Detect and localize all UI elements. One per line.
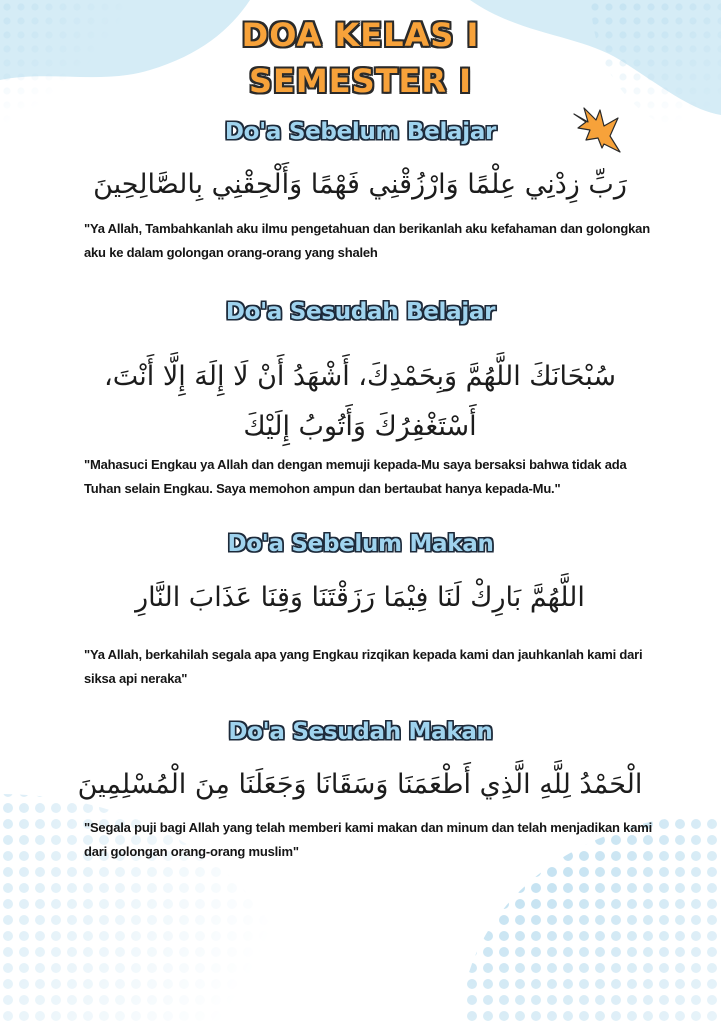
translation-sebelum-belajar: "Ya Allah, Tambahkanlah aku ilmu pengetahuan dan berikanlah aku kefahaman dan golongkan aku ke dalam golongan orang-orang yang shaleh: [84, 221, 650, 260]
translation-sesudah-makan: "Segala puji bagi Allah yang telah memberi kami makan dan minum dan telah menjadikan kami dari golongan orang-orang muslim": [84, 820, 653, 859]
page-title-line1: DOA KELAS I: [241, 16, 480, 54]
translation-sesudah-belajar: "Mahasuci Engkau ya Allah dan dengan memuji kepada-Mu saya bersaksi bahwa tidak ada Tuhan selain Engkau. Saya memohon ampun dan bertaubat hanya kepada-Mu.": [84, 457, 627, 496]
page-title-line2: SEMESTER I: [248, 62, 473, 100]
arabic-text-sebelum-belajar: رَبِّ زِدْنِي عِلْمًا وَارْزُقْنِي فَهْمًا وَأَلْحِقْنِي بِالصَّالِحِينَ: [93, 169, 627, 200]
section-title-sebelum-makan: Do'a Sebelum Makan: [227, 531, 494, 557]
arabic-text-sebelum-makan: اللَّهُمَّ بَارِكْ لَنَا فِيْمَا رَزَقْتَنَا وَقِنَا عَذَابَ النَّارِ: [135, 582, 585, 613]
section-title-sebelum-belajar: Do'a Sebelum Belajar: [224, 119, 497, 145]
arabic-text-sesudah-belajar: سُبْحَانَكَ اللَّهُمَّ وَبِحَمْدِكَ، أَشْهَدُ أَنْ لَا إِلَهَ إِلَّا أَنْتَ، أَسْتَغْفِرُكَ وَأَتُوبُ إِلَيْكَ: [104, 361, 616, 442]
section-title-sesudah-belajar: Do'a Sesudah Belajar: [225, 299, 496, 325]
translation-sebelum-makan: "Ya Allah, berkahilah segala apa yang Engkau rizqikan kepada kami dan jauhkanlah kami dari siksa api neraka": [84, 647, 643, 686]
arabic-text-sesudah-makan: الْحَمْدُ لِلَّهِ الَّذِي أَطْعَمَنَا وَسَقَانَا وَجَعَلَنَا مِنَ الْمُسْلِمِينَ: [77, 769, 643, 800]
section-title-sesudah-makan: Do'a Sesudah Makan: [228, 719, 493, 745]
